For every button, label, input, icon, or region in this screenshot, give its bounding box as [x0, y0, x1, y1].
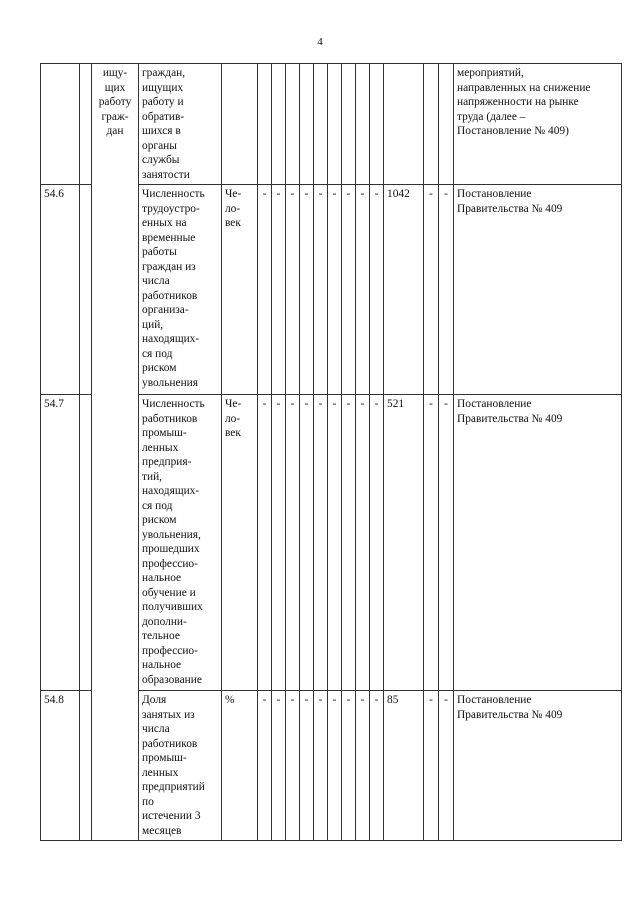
row-number-cell [41, 64, 80, 185]
dash-cell: - [342, 691, 356, 841]
row-number-cell: 54.7 [41, 395, 80, 691]
dash-cell: - [439, 691, 454, 841]
dash-cell: - [424, 691, 439, 841]
category-text: ищу- щих работу граж- дан [98, 67, 132, 137]
legal-basis-text: Постановление Правительства № 409 [457, 398, 563, 425]
legal-basis-text: мероприятий, направленных на снижение напряженности на рынке труда (далее – Постановление № 409) [457, 67, 591, 137]
dash-cell: - [439, 185, 454, 395]
unit-text: % [225, 694, 235, 706]
dash-cell: - [272, 691, 286, 841]
dash-cell: - [258, 691, 272, 841]
unit-text: Че- ло- век [225, 188, 242, 229]
dash-cell: - [424, 185, 439, 395]
dash-cell: - [286, 691, 300, 841]
dash-cell: - [356, 395, 370, 691]
legal-basis-text: Постановление Правительства № 409 [457, 188, 563, 215]
dash-cell: - [439, 395, 454, 691]
subcolumn-cell [80, 185, 92, 395]
dash-cell: - [370, 185, 384, 395]
dash-cell: - [328, 691, 342, 841]
legal-basis-cell [454, 64, 622, 185]
indicator-text: Доля занятых из числа работников промыш- ленных предприятий по истечении 3 месяцев [142, 694, 205, 837]
legal-basis-cell [454, 185, 622, 395]
value-cell: 85 [384, 691, 424, 841]
value-cell: 1042 [384, 185, 424, 395]
dash-cell: - [300, 185, 314, 395]
page-number: 4 [317, 36, 323, 48]
unit-text: Че- ло- век [225, 398, 242, 439]
indicator-cell [139, 395, 222, 691]
indicators-table [40, 63, 622, 841]
dash-cell: - [258, 185, 272, 395]
indicator-text: Численность работников промыш- ленных предприя- тий, находящих- ся под риском увольнения, прошедших профессио- нальное обучение и получивших дополни- тельное профессио- нальное образование [142, 398, 205, 686]
row-number-cell: 54.6 [41, 185, 80, 395]
dash-cell: - [328, 395, 342, 691]
dash-cell: - [314, 185, 328, 395]
subcolumn-cell [80, 64, 92, 185]
legal-basis-cell [454, 395, 622, 691]
row-number-cell: 54.8 [41, 691, 80, 841]
dash-cell: - [370, 395, 384, 691]
unit-cell [222, 395, 258, 691]
unit-cell [222, 64, 258, 185]
unit-cell [222, 185, 258, 395]
dash-cell: - [342, 185, 356, 395]
dash-cell: - [300, 395, 314, 691]
indicator-cell [139, 691, 222, 841]
legal-basis-cell [454, 691, 622, 841]
dash-cell: - [370, 691, 384, 841]
subcolumn-cell [80, 691, 92, 841]
dash-cell: - [300, 691, 314, 841]
dash-cell: - [286, 395, 300, 691]
dash-cell: - [424, 395, 439, 691]
indicator-cell [139, 185, 222, 395]
dash-cell: - [272, 395, 286, 691]
dash-cell: - [356, 185, 370, 395]
category-cell [92, 64, 139, 841]
dash-cell: - [314, 691, 328, 841]
dash-cell: - [328, 185, 342, 395]
dash-cell: - [342, 395, 356, 691]
dash-cell: - [356, 691, 370, 841]
indicator-text: Численность трудоустро- енных на временные работы граждан из числа работников организа- ций, находящих- ся под риском увольнения [142, 188, 205, 389]
indicator-cell [139, 64, 222, 185]
value-cell: 521 [384, 395, 424, 691]
value-cell [384, 64, 424, 185]
table-row-continued [41, 64, 622, 185]
legal-basis-text: Постановление Правительства № 409 [457, 694, 563, 721]
dash-cell: - [286, 185, 300, 395]
indicator-text: граждан, ищущих работу и обратив- шихся в органы службы занятости [142, 67, 190, 181]
subcolumn-cell [80, 395, 92, 691]
unit-cell [222, 691, 258, 841]
dash-cell: - [258, 395, 272, 691]
dash-cell: - [272, 185, 286, 395]
dash-cell: - [314, 395, 328, 691]
